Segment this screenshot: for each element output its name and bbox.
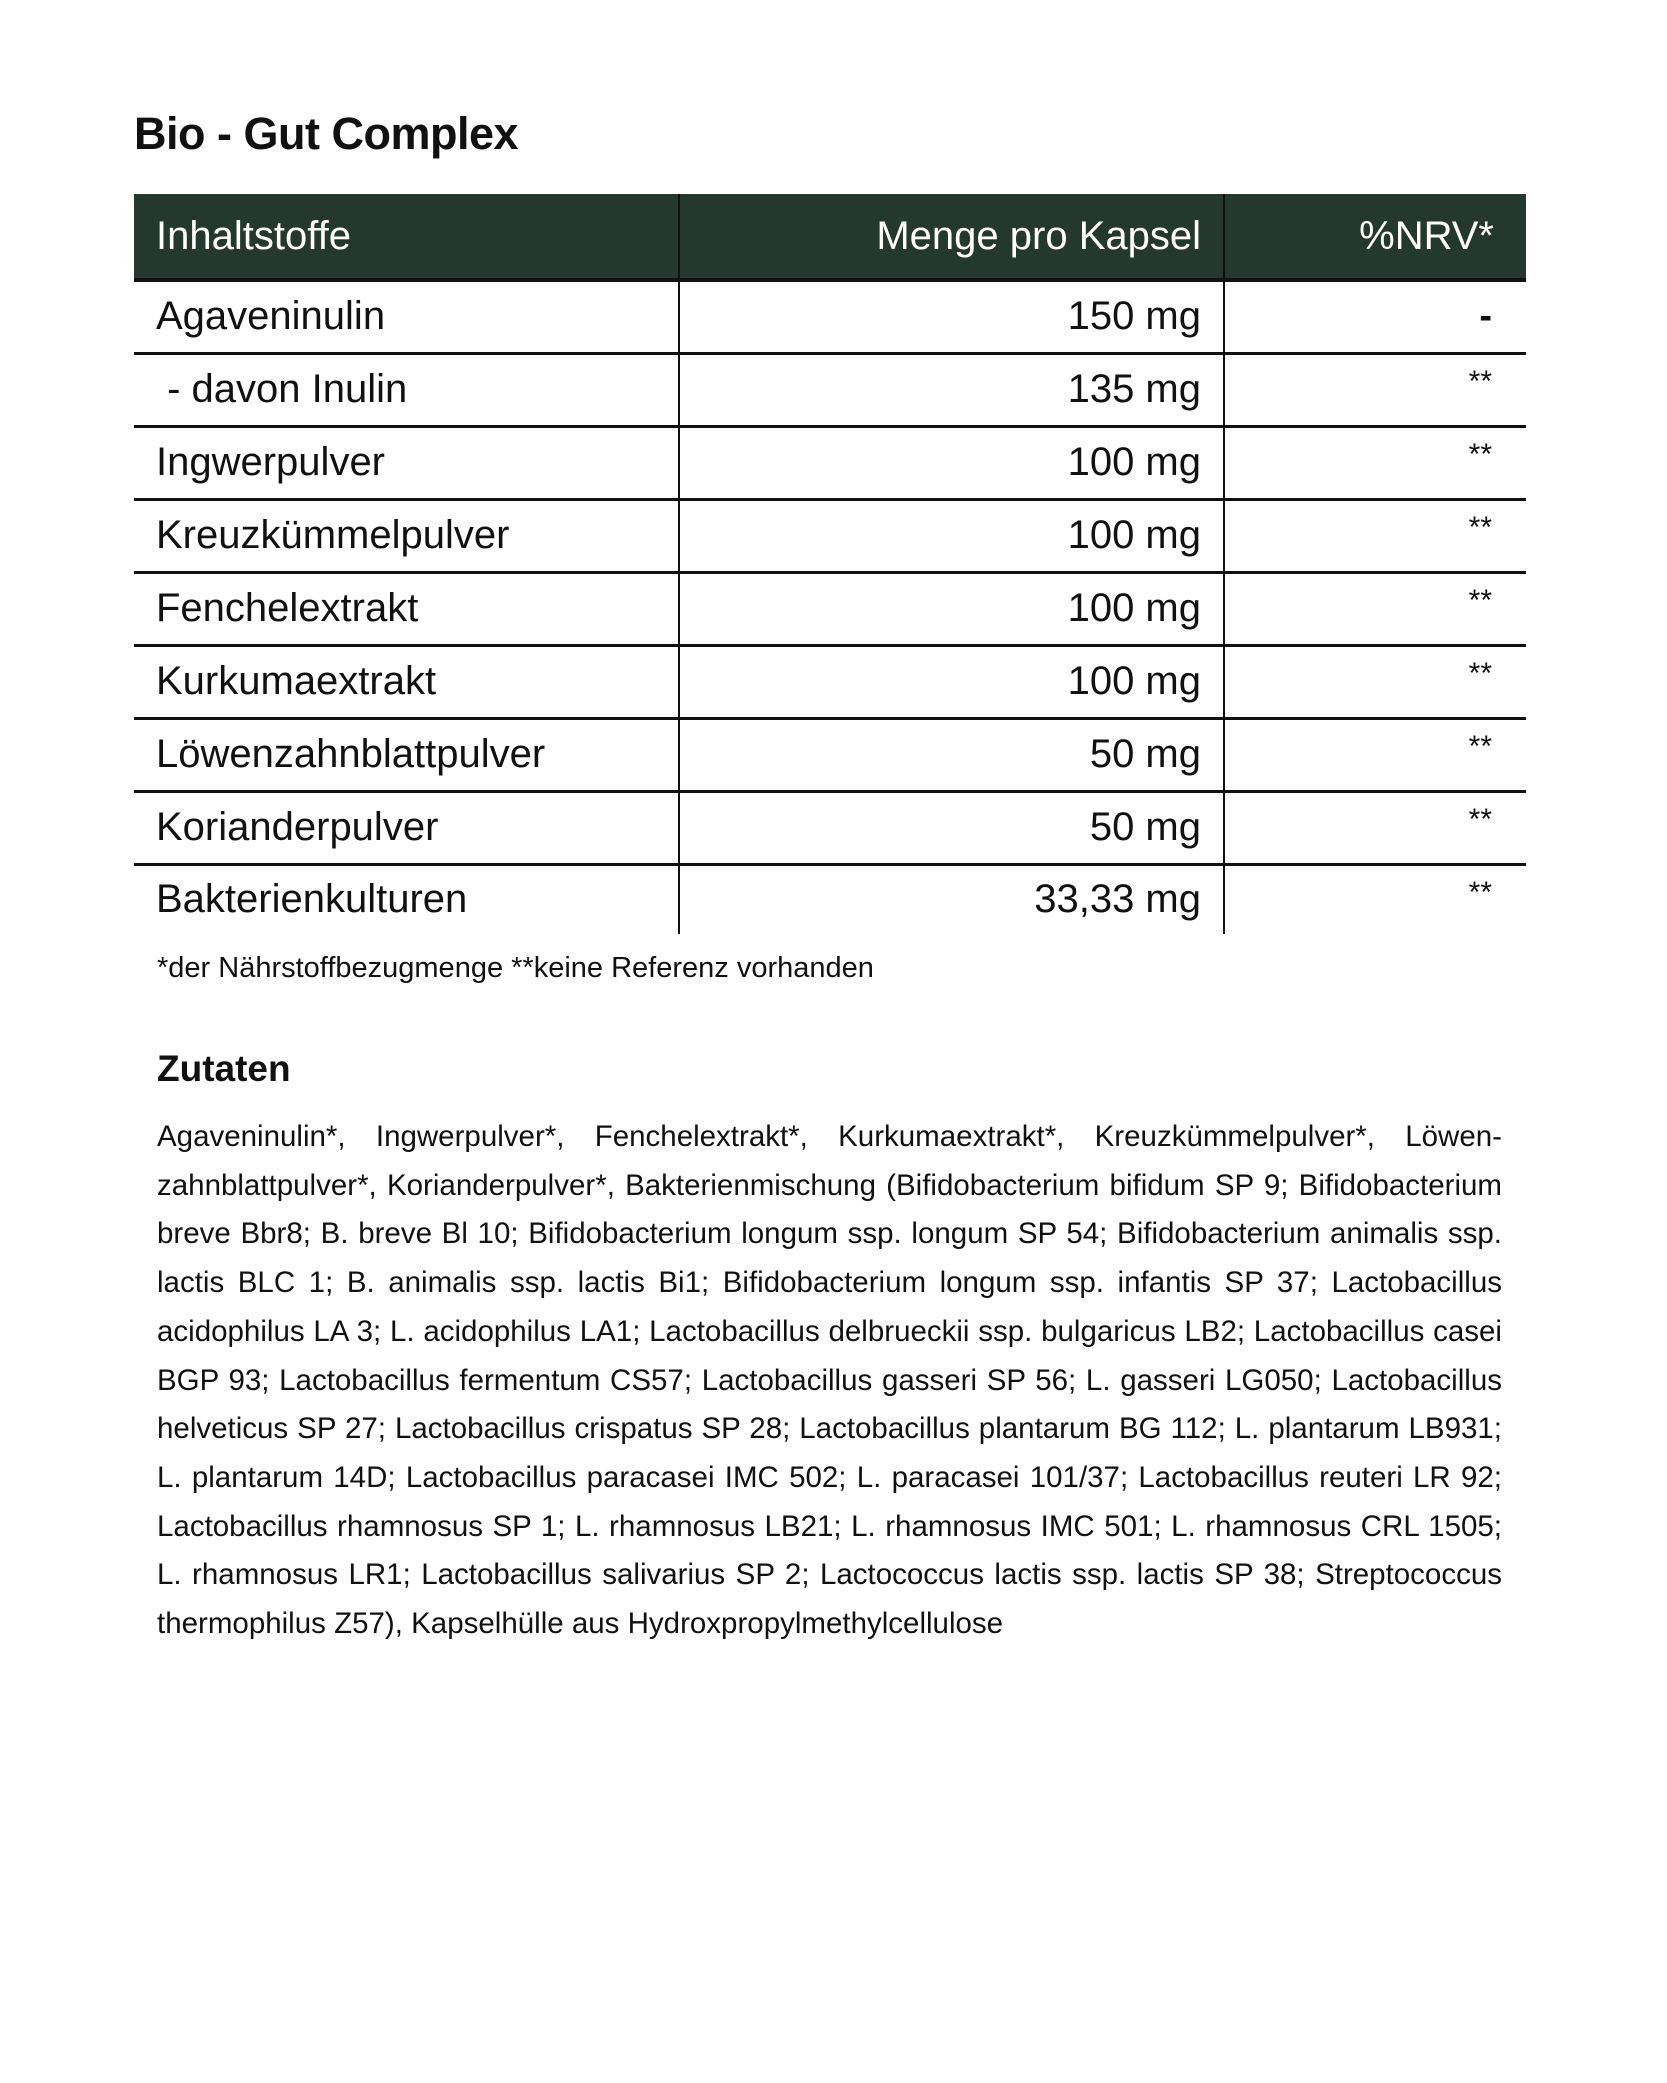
ingredient-amount: 50 mg — [679, 718, 1224, 791]
table-row — [134, 499, 1526, 572]
ingredient-name: Kurkumaextrakt — [134, 645, 679, 718]
ingredient-amount: 100 mg — [679, 572, 1224, 645]
ingredient-nrv: ** — [1224, 645, 1526, 718]
product-title: Bio - Gut Complex — [134, 108, 518, 159]
column-header-ingredient: Inhaltstoffe — [134, 194, 679, 280]
ingredient-name: Bakterienkulturen — [134, 864, 679, 934]
table-row — [134, 791, 1526, 864]
ingredient-nrv: ** — [1224, 572, 1526, 645]
ingredient-name: Agaveninulin — [134, 280, 679, 353]
table-row — [134, 718, 1526, 791]
table-row — [134, 645, 1526, 718]
ingredient-amount: 50 mg — [679, 791, 1224, 864]
ingredients-heading: Zutaten — [157, 1048, 291, 1089]
table-header-row — [134, 194, 1526, 280]
column-header-amount: Menge pro Kapsel — [679, 194, 1224, 280]
ingredient-nrv: ** — [1224, 718, 1526, 791]
ingredient-name: Ingwerpulver — [134, 426, 679, 499]
ingredient-amount: 135 mg — [679, 353, 1224, 426]
table-row — [134, 426, 1526, 499]
ingredients-text: Agaveninulin*, Ingwerpulver*, Fenchelextrakt*, Kurkumaextrakt*, Kreuzkümmelpulver*, Löwenzahnblattpulver*, Korianderpulver*, Bakterienmischung (Bifidobacterium bifidum SP 9; Bifidobacterium breve Bbr8; B. breve Bl 10; Bifidobacterium longum ssp. longum SP 54; Bifidobacterium animalis ssp. lactis BLC 1; B. animalis ssp. lactis Bi1; Bifidobacterium longum ssp. infantis SP 37; Lactobacillus acidophilus LA 3; L. acidophilus LA1; Lactobacillus delbrueckii ssp. bulgaricus LB2; Lactobacillus casei BGP 93; Lactobacillus fermentum CS57; Lactobacillus gasseri SP 56; L. gasseri LG050; Lactobacillus helveticus SP 27; Lactobacillus crispatus SP 28; Lactobacillus plantarum BG 112; L. plantarum LB931; L. plantarum 14D; Lactobacillus paracasei IMC 502; L. paracasei 101/37; Lactobacillus reuteri LR 92; Lactobacillus rhamnosus SP 1; L. rhamnosus LB21; L. rhamnosus IMC 501; L. rhamnosus CRL 1505; L. rhamnosus LR1; Lactobacillus salivarius SP 2; Lactococcus lactis ssp. lactis SP 38; Streptococcus thermophilus Z57), Kapselhülle aus Hydroxpropylmethylcellulose — [157, 1120, 1502, 1641]
ingredient-nrv: - — [1224, 280, 1526, 353]
table-row — [134, 572, 1526, 645]
table-row — [134, 280, 1526, 353]
column-header-nrv: %NRV* — [1224, 194, 1526, 280]
ingredient-amount: 100 mg — [679, 645, 1224, 718]
nutrition-table — [134, 194, 1526, 934]
ingredient-name: Kreuzkümmelpulver — [134, 499, 679, 572]
ingredient-amount: 100 mg — [679, 426, 1224, 499]
table-row — [134, 864, 1526, 934]
ingredient-nrv: ** — [1224, 499, 1526, 572]
ingredient-name: Korianderpulver — [134, 791, 679, 864]
ingredient-nrv: ** — [1468, 875, 1492, 909]
ingredient-amount: 33,33 mg — [679, 864, 1224, 934]
ingredient-nrv: ** — [1224, 353, 1526, 426]
table-footnote: *der Nährstoffbezugmenge **keine Referenz vorhanden — [157, 952, 874, 984]
ingredient-name: Löwenzahnblattpulver — [134, 718, 679, 791]
ingredient-name: - davon Inulin — [134, 353, 679, 426]
ingredient-amount: 100 mg — [679, 499, 1224, 572]
ingredient-nrv: ** — [1224, 426, 1526, 499]
ingredient-amount: 150 mg — [679, 280, 1224, 353]
ingredient-name: Fenchelextrakt — [134, 572, 679, 645]
ingredient-nrv: ** — [1224, 791, 1526, 864]
table-row — [134, 353, 1526, 426]
